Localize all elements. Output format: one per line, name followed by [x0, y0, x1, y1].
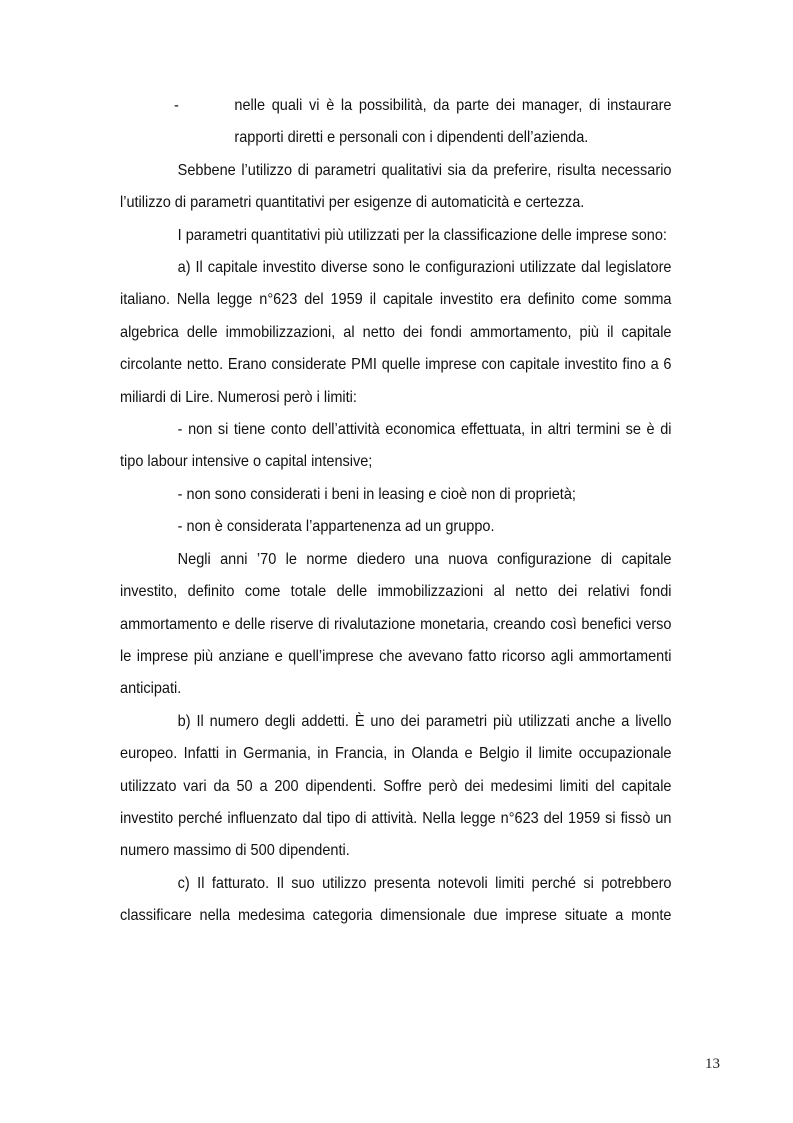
paragraph-quantitative-parameters-intro: I parametri quantitativi più utilizzati per la classificazione delle imprese sono:: [177, 226, 667, 244]
paragraph-limit-economic-activity: - non si tiene conto dell’attività economica effettuata, in altri termini se è di tipo labour intensive o capital intensive;: [120, 421, 672, 471]
paragraph-qualitative-vs-quantitative: Sebbene l’utilizzo di parametri qualitativi sia da preferire, risulta necessario l’utilizzo di parametri quantitativi per esigenze di automaticità e certezza.: [120, 161, 672, 212]
page-body: [120, 90, 671, 933]
paragraph-limit-group: - non è considerata l’appartenenza ad un gruppo.: [177, 518, 495, 536]
paragraph-turnover: c) Il fatturato. Il suo utilizzo presenta notevoli limiti perché si potrebbero classificare nella medesima categoria dimensionale due imprese situate a monte: [120, 874, 672, 925]
paragraph-seventies-norms: Negli anni ’70 le norme diedero una nuova configurazione di capitale investito, definito come totale delle immobilizzazioni al netto dei relativi fondi ammortamento e delle riserve di rivalutazione monetaria, creando così benefici verso le imprese più anziane e quell’imprese che avevano fatto ricorso agli ammortamenti anticipati.: [120, 550, 672, 698]
paragraph-capital-invested: a) Il capitale investito diverse sono le configurazioni utilizzate dal legislatore italiano. Nella legge n°623 del 1959 il capitale investito era definito come somma algebrica delle immobilizzazioni, al netto dei fondi ammortamento, più il capitale circolante netto. Erano considerate PMI quelle imprese con capitale investito fino a 6 miliardi di Lire. Numerosi però i limiti:: [120, 259, 672, 406]
paragraph-number-of-employees: b) Il numero degli addetti. È uno dei parametri più utilizzati anche a livello europeo. Infatti in Germania, in Francia, in Olanda e Belgio il limite occupazionale utilizzato vari da 50 a 200 dipendenti. Soffre però dei medesimi limiti del capitale investito perché influenzato dal tipo di attività. Nella legge n°623 del 1959 si fissò un numero massimo di 500 dipendenti.: [120, 712, 672, 860]
paragraph-limit-leasing: - non sono considerati i beni in leasing e cioè non di proprietà;: [177, 485, 576, 503]
bullet-item: [120, 90, 671, 155]
bullet-dash: -: [173, 97, 179, 114]
page-number: 13: [705, 1056, 720, 1072]
bullet-text: nelle quali vi è la possibilità, da parte dei manager, di instaurare rapporti diretti e personali con i dipendenti dell’azienda.: [234, 97, 672, 147]
